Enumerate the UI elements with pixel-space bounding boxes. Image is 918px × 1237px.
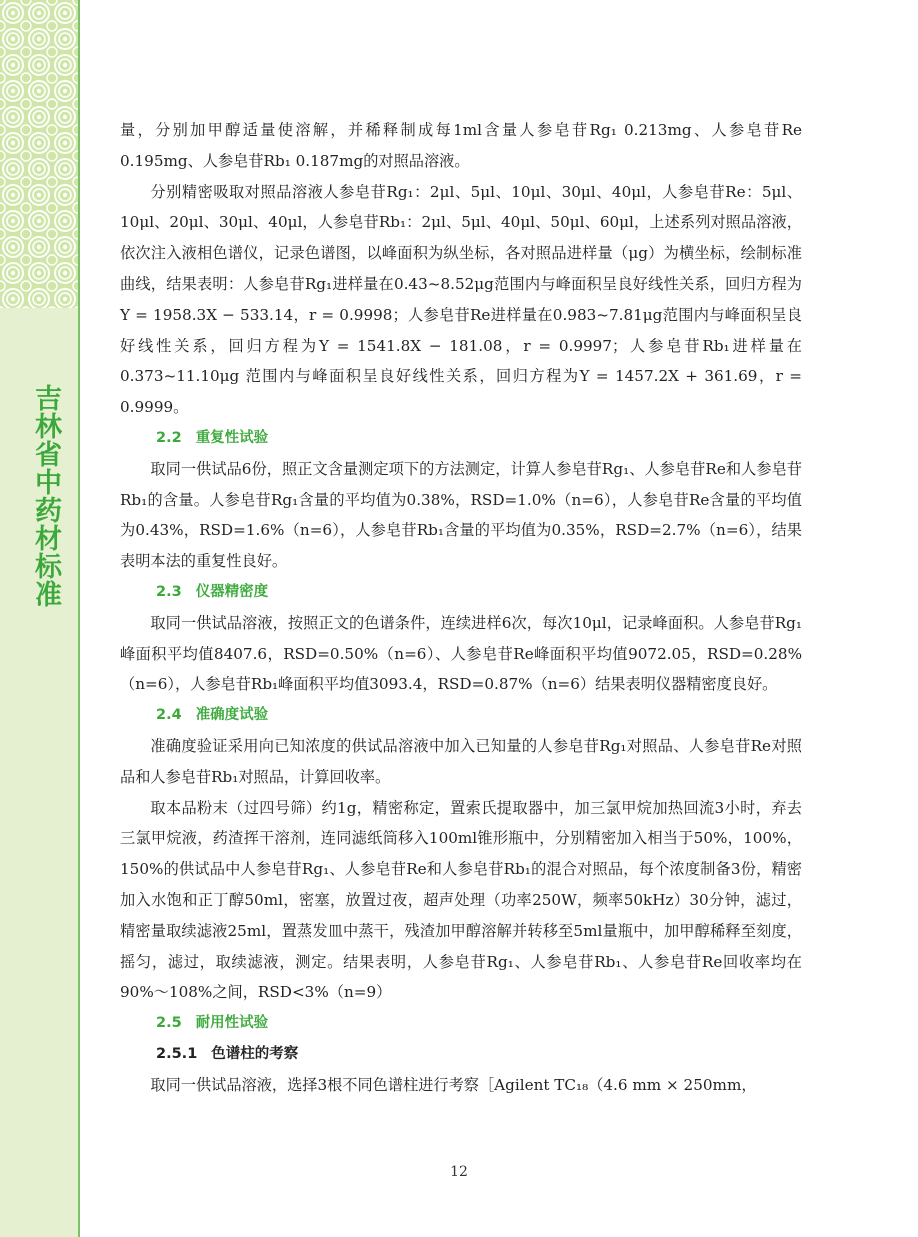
paragraph: 分别精密吸取对照品溶液人参皂苷Rg₁：2μl、5μl、10μl、30μl、40μl，人参皂苷Re：5μl、10μl、20μl、30μl、40μl，人参皂苷Rb₁：2μl、5μl、40μl、50μl、60μl，上述系列对照品溶液，依次注入液相色谱仪，记录色谱图，以峰面积为纵坐标，各对照品进样量（μg）为横坐标，绘制标准曲线，结果表明：人参皂苷Rg₁进样量在0.43~8.52μg范围内与峰面积呈良好线性关系，回归方程为Y = 1958.3X − 533.14，r = 0.9998；人参皂苷Re进样量在0.983~7.81μg范围内与峰面积呈良好线性关系，回归方程为Y = 1541.8X − 181.08，r = 0.9997；人参皂苷Rb₁进样量在0.373~11.10μg 范围内与峰面积呈良好线性关系，回归方程为Y = 1457.2X + 361.69，r = 0.9999。 [120, 182, 802, 417]
paragraph: 准确度验证采用向已知浓度的供试品溶液中加入已知量的人参皂苷Rg₁对照品、人参皂苷Re对照品和人参皂苷Rb₁对照品，计算回收率。 [120, 736, 802, 786]
section-heading [120, 700, 802, 731]
section-title: 准确度试验 [195, 707, 269, 724]
section-title: 色谱柱的考察 [211, 1045, 299, 1062]
paragraph: 取同一供试品溶液，选择3根不同色谱柱进行考察［Agilent TC₁₈（4.6 mm × 250mm， [150, 1075, 757, 1094]
paragraph: 取本品粉末（过四号筛）约1g，精密称定，置索氏提取器中，加三氯甲烷加热回流3小时，弃去三氯甲烷液，药渣挥干溶剂，连同滤纸筒移入100ml锥形瓶中，分别精密加入相当于50%，100%，150%的供试品中人参皂苷Rg₁、人参皂苷Re和人参皂苷Rb₁的混合对照品，每个浓度制备3份，精密加入水饱和正丁醇50ml，密塞，放置过夜，超声处理（功率250W，频率50kHz）30分钟，滤过，精密量取续滤液25ml，置蒸发皿中蒸干，残渣加甲醇溶解并转移至5ml量瓶中，加甲醇稀释至刻度，摇匀，滤过，取续滤液，测定。结果表明，人参皂苷Rg₁、人参皂苷Rb₁、人参皂苷Re回收率均在90%～108%之间，RSD<3%（n=9） [120, 798, 802, 1002]
section-number: 2.3 [156, 583, 182, 600]
cloud-pattern-decoration [0, 0, 78, 308]
sidebar [0, 0, 80, 1237]
section-heading [120, 423, 802, 454]
subsection-heading [120, 1039, 802, 1070]
section-number: 2.5 [156, 1015, 182, 1032]
sidebar-title: 吉林省中药材标准 [30, 384, 61, 608]
section-heading [120, 1008, 802, 1039]
section-title: 耐用性试验 [195, 1015, 269, 1032]
page-number: 12 [450, 1164, 468, 1180]
section-number: 2.5.1 [156, 1045, 198, 1062]
section-number: 2.2 [156, 429, 182, 446]
section-heading [120, 577, 802, 608]
section-title: 仪器精密度 [195, 583, 269, 600]
page-content [120, 115, 802, 1101]
section-number: 2.4 [156, 707, 182, 724]
section-title: 重复性试验 [195, 429, 269, 446]
paragraph: 取同一供试品溶液，按照正文的色谱条件，连续进样6次，每次10μl，记录峰面积。人参皂苷Rg₁峰面积平均值8407.6，RSD=0.50%（n=6）、人参皂苷Re峰面积平均值9072.05，RSD=0.28%（n=6），人参皂苷Rb₁峰面积平均值3093.4，RSD=0.87%（n=6）结果表明仪器精密度良好。 [120, 613, 802, 694]
paragraph: 取同一供试品6份，照正文含量测定项下的方法测定，计算人参皂苷Rg₁、人参皂苷Re和人参皂苷Rb₁的含量。人参皂苷Rg₁含量的平均值为0.38%，RSD=1.0%（n=6），人参皂苷Re含量的平均值为0.43%，RSD=1.6%（n=6），人参皂苷Rb₁含量的平均值为0.35%，RSD=2.7%（n=6），结果表明本法的重复性良好。 [120, 459, 802, 571]
paragraph: 量，分别加甲醇适量使溶解，并稀释制成每1ml含量人参皂苷Rg₁ 0.213mg、人参皂苷Re 0.195mg、人参皂苷Rb₁ 0.187mg的对照品溶液。 [120, 121, 802, 170]
